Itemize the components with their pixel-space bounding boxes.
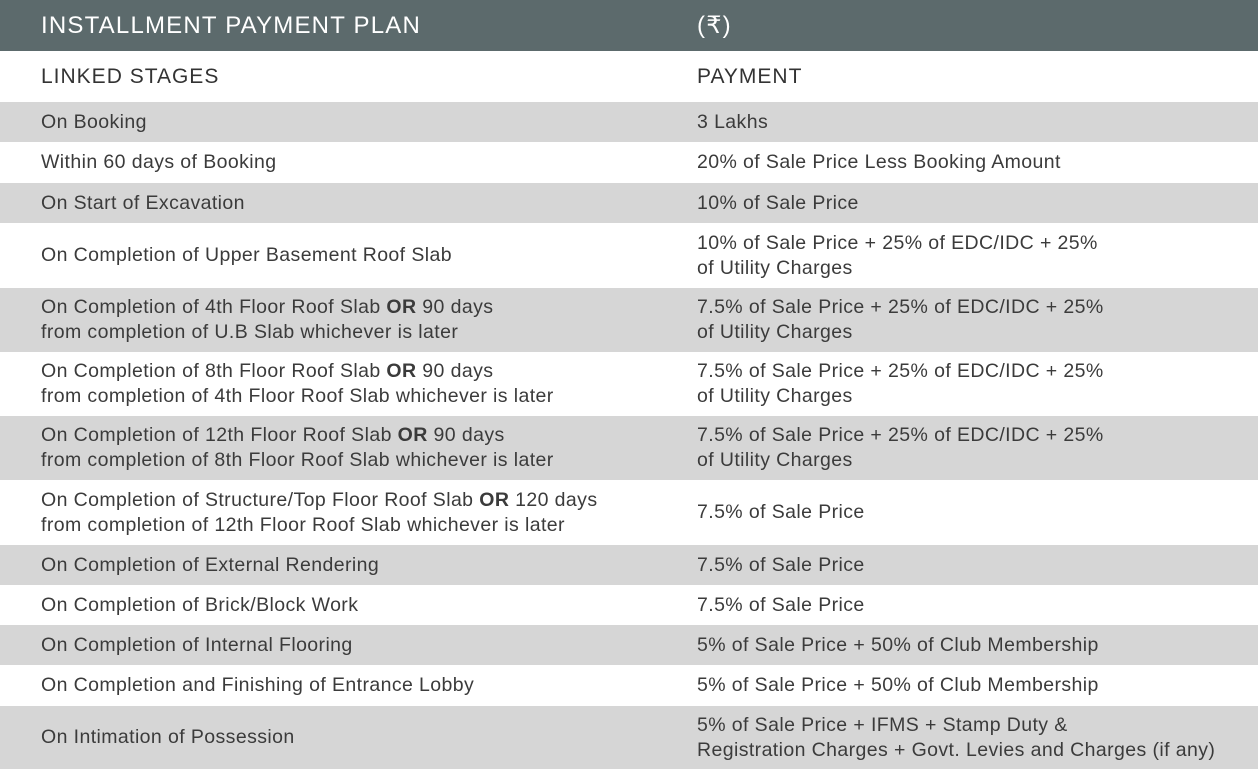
stage-cell: Within 60 days of Booking [41,151,277,173]
column-header-payment: PAYMENT [697,64,803,88]
payment-line: 10% of Sale Price + 25% of EDC/IDC + 25% [697,231,1098,254]
table-row [0,102,1258,142]
table-row [0,665,1258,706]
stage-cell: On Start of Excavation [41,191,245,214]
table-row [0,352,1258,416]
stage-line: On Completion of 4th Floor Roof Slab OR 90 days [41,296,494,318]
stage-cell [0,480,697,545]
column-header-stages: LINKED STAGES [41,64,220,88]
table-row [0,416,1258,480]
table-row [0,223,1258,288]
stage-cell: On Booking [41,110,147,133]
stage-line: from completion of 12th Floor Roof Slab whichever is later [41,513,565,536]
payment-line: 7.5% of Sale Price + 25% of EDC/IDC + 25% [697,296,1104,318]
table-row [0,183,1258,223]
payment-cell: 5% of Sale Price + 50% of Club Membership [697,633,1099,656]
payment-line: of Utility Charges [697,321,853,343]
stage-cell [0,416,697,480]
payment-line: 7.5% of Sale Price + 25% of EDC/IDC + 25% [697,360,1104,382]
stage-line: On Completion of 8th Floor Roof Slab OR 90 days [41,360,494,382]
stage-line: from completion of 4th Floor Roof Slab whichever is later [41,385,554,407]
table-row [0,625,1258,665]
payment-cell [697,706,1258,769]
payment-cell: 5% of Sale Price + 50% of Club Membership [697,674,1099,696]
or-keyword: OR [386,360,417,382]
payment-line: of Utility Charges [697,449,853,471]
stage-line: from completion of U.B Slab whichever is later [41,321,459,343]
payment-line: of Utility Charges [697,256,853,279]
table-row [0,288,1258,352]
stage-line: On Completion of 12th Floor Roof Slab OR 90 days [41,424,505,446]
payment-cell: 3 Lakhs [697,110,769,133]
payment-cell [697,288,1258,352]
payment-cell [697,416,1258,480]
payment-cell: 7.5% of Sale Price [697,553,865,576]
stage-line: On Completion of Structure/Top Floor Roof Slab OR 120 days [41,488,598,511]
table-title: INSTALLMENT PAYMENT PLAN [41,11,421,39]
or-keyword: OR [397,424,428,446]
column-headers [0,51,1258,102]
stage-cell: On Completion of Brick/Block Work [41,593,359,616]
payment-cell [697,352,1258,416]
payment-cell: 7.5% of Sale Price [697,593,865,616]
stage-cell [0,352,697,416]
or-keyword: OR [479,488,510,511]
payment-line: 5% of Sale Price + IFMS + Stamp Duty & [697,713,1068,736]
stage-cell: On Completion and Finishing of Entrance Lobby [41,674,475,696]
stage-cell [0,288,697,352]
stage-cell: On Intimation of Possession [41,726,295,748]
stage-cell: On Completion of External Rendering [41,553,380,576]
payment-line: 7.5% of Sale Price + 25% of EDC/IDC + 25% [697,424,1104,446]
payment-cell: 10% of Sale Price [697,191,859,214]
table-row [0,142,1258,183]
table-header [0,0,1258,51]
payment-cell [697,223,1258,288]
stage-cell: On Completion of Internal Flooring [41,633,353,656]
stage-cell: On Completion of Upper Basement Roof Slab [41,244,452,266]
payment-cell: 7.5% of Sale Price [697,501,865,523]
payment-line: Registration Charges + Govt. Levies and Charges (if any) [697,738,1216,761]
table-row [0,706,1258,769]
payment-cell: 20% of Sale Price Less Booking Amount [697,151,1061,173]
payment-line: of Utility Charges [697,385,853,407]
table-row [0,585,1258,625]
stage-line: from completion of 8th Floor Roof Slab whichever is later [41,449,554,471]
table-row [0,545,1258,585]
table-row [0,480,1258,545]
or-keyword: OR [386,296,417,318]
currency-label: (₹) [697,12,732,39]
